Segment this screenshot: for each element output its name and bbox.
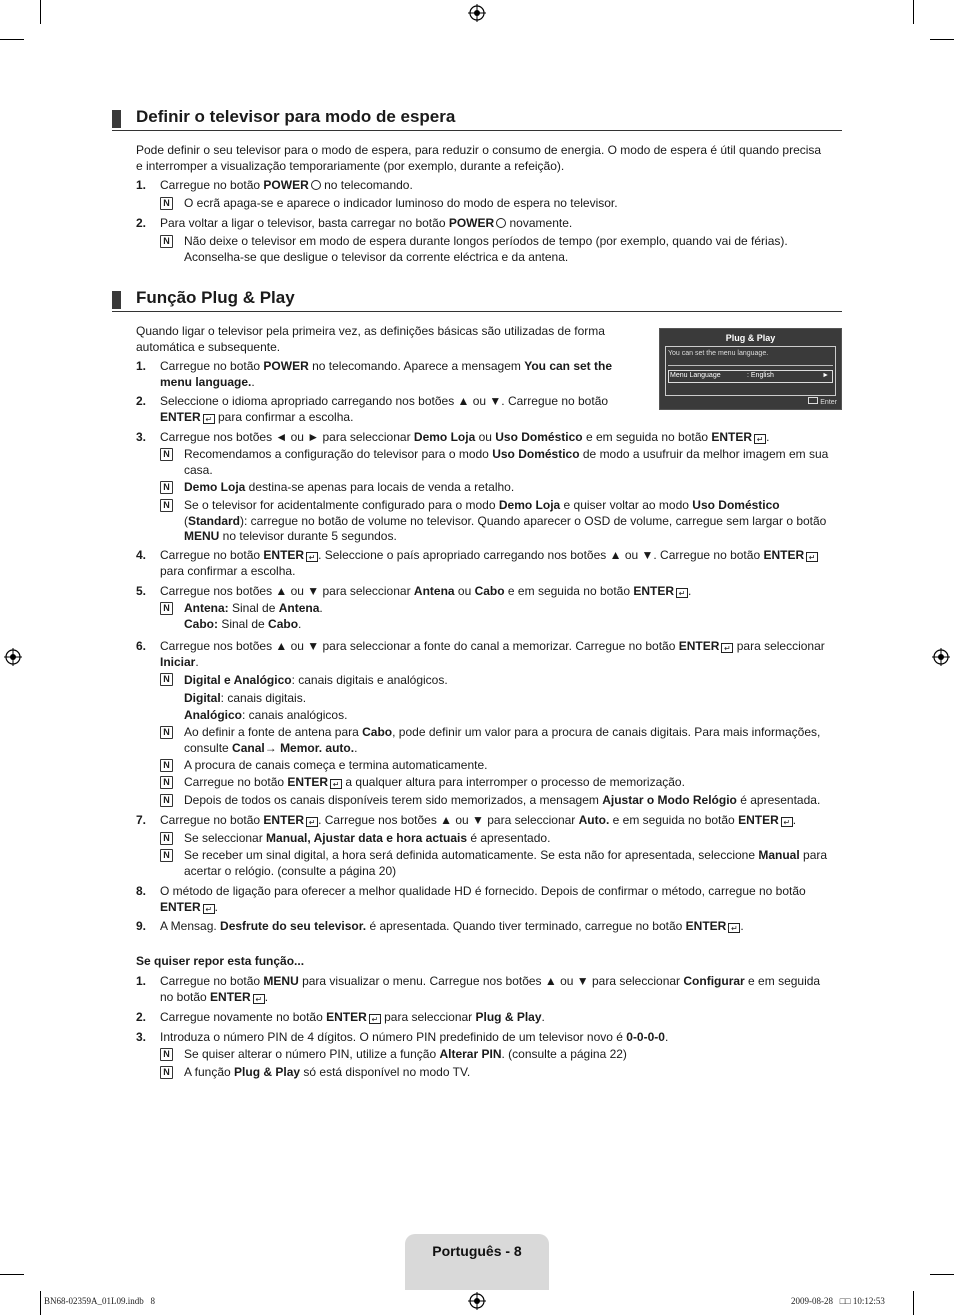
note-icon: N (160, 832, 173, 845)
section-title: Função Plug & Play (136, 288, 295, 307)
power-icon (311, 180, 321, 190)
print-info-left: BN68-02359A_01L09.indb 8 (44, 1296, 155, 1306)
crop-mark (0, 1274, 24, 1275)
note-icon: N (160, 499, 173, 512)
note-icon: N (160, 776, 173, 789)
enter-icon: ↵ (754, 434, 766, 444)
enter-icon: ↵ (676, 588, 688, 598)
enter-icon: ↵ (728, 923, 740, 933)
note-icon: N (160, 673, 173, 686)
enter-icon (808, 397, 818, 404)
crop-mark (40, 0, 41, 24)
arrow-right-icon: ► (822, 372, 829, 379)
section-heading-standby (112, 108, 842, 131)
crop-mark (0, 39, 24, 40)
crop-mark (40, 1291, 41, 1315)
enter-icon: ↵ (721, 643, 733, 653)
osd-box (665, 346, 836, 396)
heading-bar (112, 291, 121, 309)
section-title: Definir o televisor para modo de espera (136, 107, 456, 126)
note-icon: N (160, 481, 173, 494)
osd-menu-language-row[interactable] (668, 370, 833, 383)
note-icon: N (160, 602, 173, 615)
section-heading-plug-play (112, 289, 842, 312)
osd-title: Plug & Play (725, 333, 776, 343)
osd-screen (659, 328, 842, 410)
crop-mark (930, 1274, 954, 1275)
subheading: Se quiser repor esta função... (136, 954, 305, 968)
note-icon: N (160, 849, 173, 862)
enter-icon: ↵ (203, 904, 215, 914)
note-icon: N (160, 1048, 173, 1061)
enter-icon: ↵ (330, 779, 342, 789)
enter-icon: ↵ (806, 552, 818, 562)
note-icon: N (160, 235, 173, 248)
heading-bar (112, 110, 121, 128)
page-number-tab (405, 1234, 549, 1290)
osd-message: You can set the menu language. (668, 350, 769, 357)
note-icon: N (160, 197, 173, 210)
row-value: : English (747, 372, 774, 379)
registration-mark-icon (932, 648, 950, 666)
enter-icon: ↵ (306, 817, 318, 827)
crop-mark (913, 0, 914, 24)
enter-icon: ↵ (203, 414, 215, 424)
page-number: Português - 8 (432, 1243, 522, 1259)
crop-mark (930, 39, 954, 40)
note-icon: N (160, 794, 173, 807)
crop-mark (913, 1291, 914, 1315)
paragraph: Quando ligar o televisor pela primeira vez, as definições básicas são utilizadas de forma automática e subsequente. (136, 324, 605, 354)
row-label: Menu Language (670, 372, 721, 379)
registration-mark-icon (4, 648, 22, 666)
osd-footer: Enter (806, 397, 837, 406)
power-icon (496, 218, 506, 228)
enter-icon: ↵ (306, 552, 318, 562)
divider (668, 365, 833, 366)
enter-icon: ↵ (253, 994, 265, 1004)
enter-icon: ↵ (369, 1014, 381, 1024)
note-icon: N (160, 1066, 173, 1079)
registration-mark-icon (468, 1292, 486, 1310)
print-info-right: 2009-08-28 □□ 10:12:53 (791, 1296, 885, 1306)
enter-icon: ↵ (781, 817, 793, 827)
registration-mark-icon (468, 4, 486, 22)
note-icon: N (160, 726, 173, 739)
paragraph: Pode definir o seu televisor para o modo de espera, para reduzir o consumo de energia. O modo de espera é útil quando precisa e interromper a visualização temporariamente (por exemplo, durante a refeição). (136, 143, 822, 173)
note-icon: N (160, 448, 173, 461)
note-icon: N (160, 759, 173, 772)
